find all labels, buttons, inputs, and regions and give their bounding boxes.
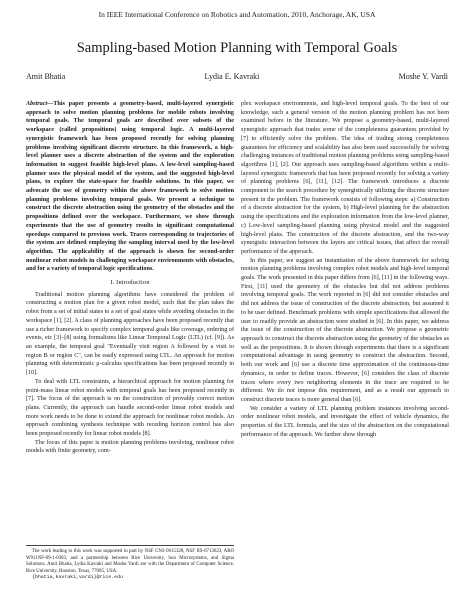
author-name: Amit Bhatia (26, 72, 66, 81)
paper-title: Sampling-based Motion Planning with Temporal Goals (76, 40, 398, 56)
abstract (26, 100, 234, 274)
footnote (26, 545, 234, 582)
author-name: Lydia E. Kavraki (204, 72, 260, 81)
abstract-text: —This paper presents a geometry-based, multi-layered synergistic approach to solve motion planning problems for mobile robots involving temporal goals. The temporal goals are described over subsets of the workspace (called propositions) using temporal logic. A multi-layered synergistic framework has been proposed recently for solving planning problems involving significant discrete structure. In this framework, a high-level planner uses a discrete abstraction of the system and the exploration information to suggest feasible high-level plans. A low-level sampling-based planner uses the physical model of the system, and the suggested high-level plans, to explore the state-space for feasible solutions. In this paper, we advocate the use of geometry within the above framework to solve motion planning problems involving temporal goals. We present a technique to construct the discrete abstraction using the geometry of the obstacles and the propositions defined over the workspace. Furthermore, we show through experiments that the use of geometry results in significant computational speedups compared to previous work. Traces corresponding to trajectories of the system are defined employing the sampling interval used by the low-level algorithm. The applicability of the approach is shown for second-order nonlinear robot models in challenging workspace environments with obstacles, and for a variety of temporal logic specifications. (26, 101, 234, 273)
body-paragraph: The focus of this paper is motion planning problems involving, nonlinear robot models with finite geometry, com- (26, 439, 234, 455)
body-paragraph: Traditional motion planning algorithms have considered the problem of constructing a motion plan for a given robot model, such that the plan takes the robot from a set of initial states to a set of goal states while avoiding obstacles in the workspace [1], [2]. A class of planning approaches have been proposed recently that use a richer framework to specify complex temporal goals like coverage, ordering of events, etc [3]–[8] using formalisms like Linear Temporal Logic (LTL) (cf. [9]). As an example, the temporal goal "Eventually visit region A followed by a visit to region B or region C", can be easily expressed using LTL. An approach for motion planning with deterministic μ-calculus specifications has been proposed recently in [10]. (26, 291, 234, 377)
body-paragraph: To deal with LTL constraints, a hierarchical approach for motion planning for point-mass linear robot models with temporal goals has been proposed recently in [7]. The focus of the approach is on the construction of provably correct motion plans. Currently, the approach can handle second-order linear robot models and more work needs to be done to extend the approach for nonlinear robot models. An approach combining synthesis technique with receding horizon control has also been proposed recently for linear robot models [8]. (26, 378, 234, 438)
right-column (241, 100, 449, 439)
author-name: Moshe Y. Vardi (398, 72, 448, 81)
body-paragraph: plex workspace environments, and high-level temporal goals. To the best of our knowledge, such a general version of the motion planning problem has not been examined before in the literature. We propose a geometry-based, multi-layered synergistic approach that trades some of the completeness guarantees provided by [7] to efficiently solve the problem. The idea of trading strong completeness guarantees for efficiency and scalability has also been used successfully for solving challenging instances of traditional motion planning problems using sampling-based algorithms [1], [2]. Our approach uses sampling-based algorithms within a multi-layered synergistic framework that has been proposed recently for solving a variety of planning problems [6], [11], [12]. The framework introduces a discrete component to the search procedure by synergistically utilizing the discrete structure present in the problem. The framework consists of following steps: a) Construction of a discrete abstraction for the system, b) High-level planning for the abstraction using the specifications and the exploration information from the low-level planner, c) Low-level sampling-based planning using physical model and the suggested high-level plans. The construction of the discrete abstraction, and the two-way synergistic interaction between the layers are critical issues, that affect the overall performance of the approach. (241, 101, 449, 255)
left-column (26, 100, 234, 456)
body-paragraph: We consider a variety of LTL planning problem instances involving second-order nonlinear robot models, and investigate the effect of vehicle dynamics, the properties of the LTL formula, and the size of the abstraction on the computational performance of the approach. We further show through (241, 405, 449, 438)
body-paragraph: In this paper, we suggest an instantiation of the above framework for solving motion planning problems involving complex robot models and high-level temporal goals. The work presented in this paper differs from [6], [11] in the following ways. First, [11] used the geometry of the obstacles but did not address problems involving temporal goals. The work reported in [6] did not consider obstacles and did not address the issue of construction of the discrete abstraction, but assumed it to be user defined. Benchmark problems with simple specifications that allowed the user to readily provide an abstraction were studied in [6]. In this paper, we address the issue of the construction of the discrete abstraction. We propose a geometric approach to construct the discrete abstraction using the geometry of the obstacles as well as the propositions. It is shown through experiments that there is a significant computational advantage in using geometry to construct the abstraction. Second, both our work and [6] use a discrete time approximation of the continuous-time dynamics, in order to define traces. However, [6] considers the class of discrete traces where every two neighboring elements in the trace are required to be different. We do not impose this requirement, and as a result our approach to construct discrete traces is more general than [6]. (241, 257, 449, 403)
abstract-label: Abstract (26, 101, 48, 107)
venue-line: In IEEE International Conference on Robotics and Automation, 2010, Anchorage, AK, USA (98, 10, 376, 19)
section-heading: I. Introduction (110, 279, 150, 287)
author-list (26, 72, 448, 81)
footnote-emails: {bhatia,kavraki,vardi}@rice.edu (32, 575, 123, 581)
footnote-text: The work leading to this work was supported in part by NSF CNS 0615328, NSF IIS-0713623, ARO W911NF-09-1-0383, and a partnership between Rice University, Sun Microsystems, and Sigma Solutions. Amit Bhatia, Lydia Kavraki and Moshe Vardi are with the Department of Computer Science, Rice University, Houston, Texas, 77005, USA. (26, 549, 234, 574)
